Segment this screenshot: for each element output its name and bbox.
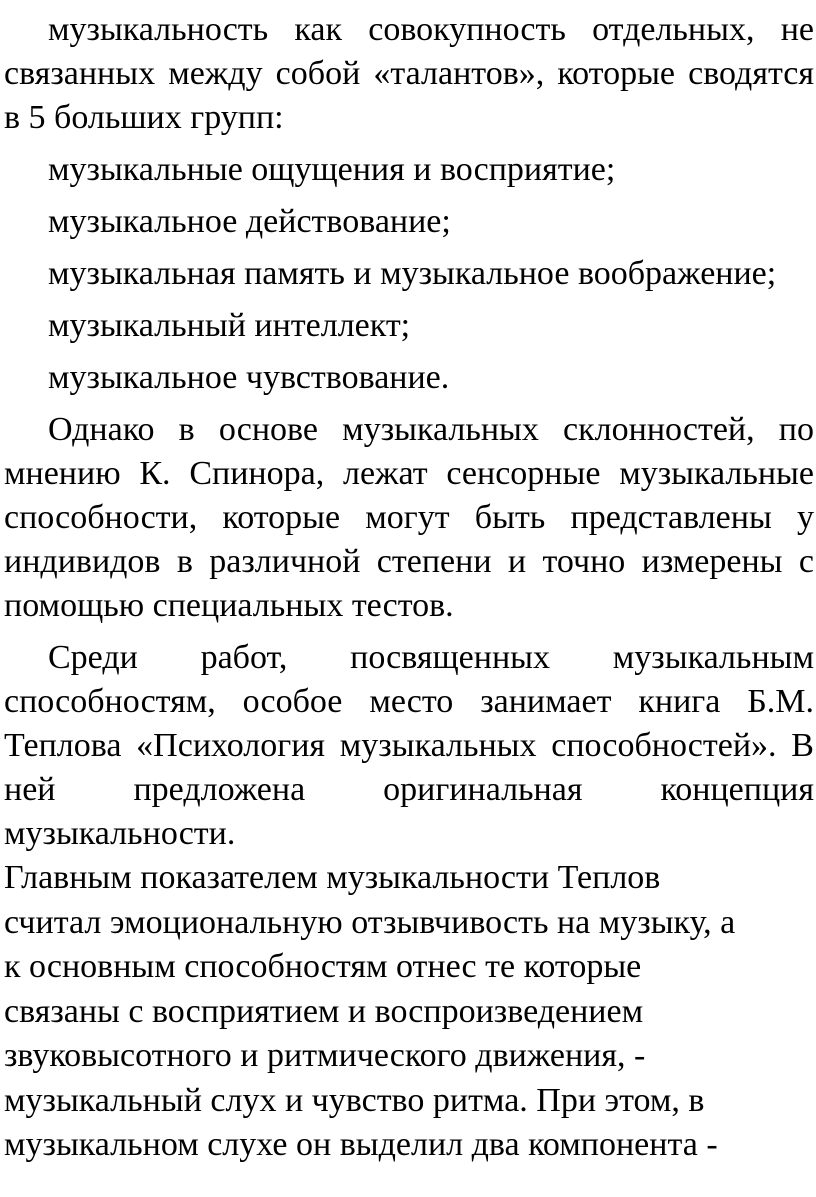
teplov-main-paragraph: Главным показателем музыкальности Теплов считал эмоциональную отзывчивость на музыку, а к основным способностям отнес те которые связаны с восприятием и воспроизведением звуковысотного и ритмического движения, - музыкальный слух и чувство ритма. При этом, в музыкальном слухе он выделил два компонента - [4,859,736,1163]
list-item-group-1: музыкальные ощущения и восприятие; [48,151,616,188]
list-item-group-4: музыкальный интеллект; [48,307,411,344]
teplov-book-paragraph: Среди работ, посвященных музыкальным способностям, особое место занимает книга Б.М. Теплова «Психология музыкальных способностей». В ней предложена оригинальная концепция музыкальности. [4,639,814,852]
list-item-group-3: музыкальная память и музыкальное воображение; [48,255,777,292]
spinor-paragraph: Однако в основе музыкальных склонностей, по мнению К. Спинора, лежат сенсорные музыкальные способности, которые могут быть представлены у индивидов в различной степени и точно измерены с помощью специальных тестов. [4,411,814,624]
intro-paragraph: музыкальность как совокупность отдельных, не связанных между собой «талантов», которые сводятся в 5 больших групп: [4,11,814,136]
list-item-group-5: музыкальное чувствование. [48,359,450,396]
list-item-group-2: музыкальное действование; [48,203,451,240]
document-page [4,8,814,1168]
